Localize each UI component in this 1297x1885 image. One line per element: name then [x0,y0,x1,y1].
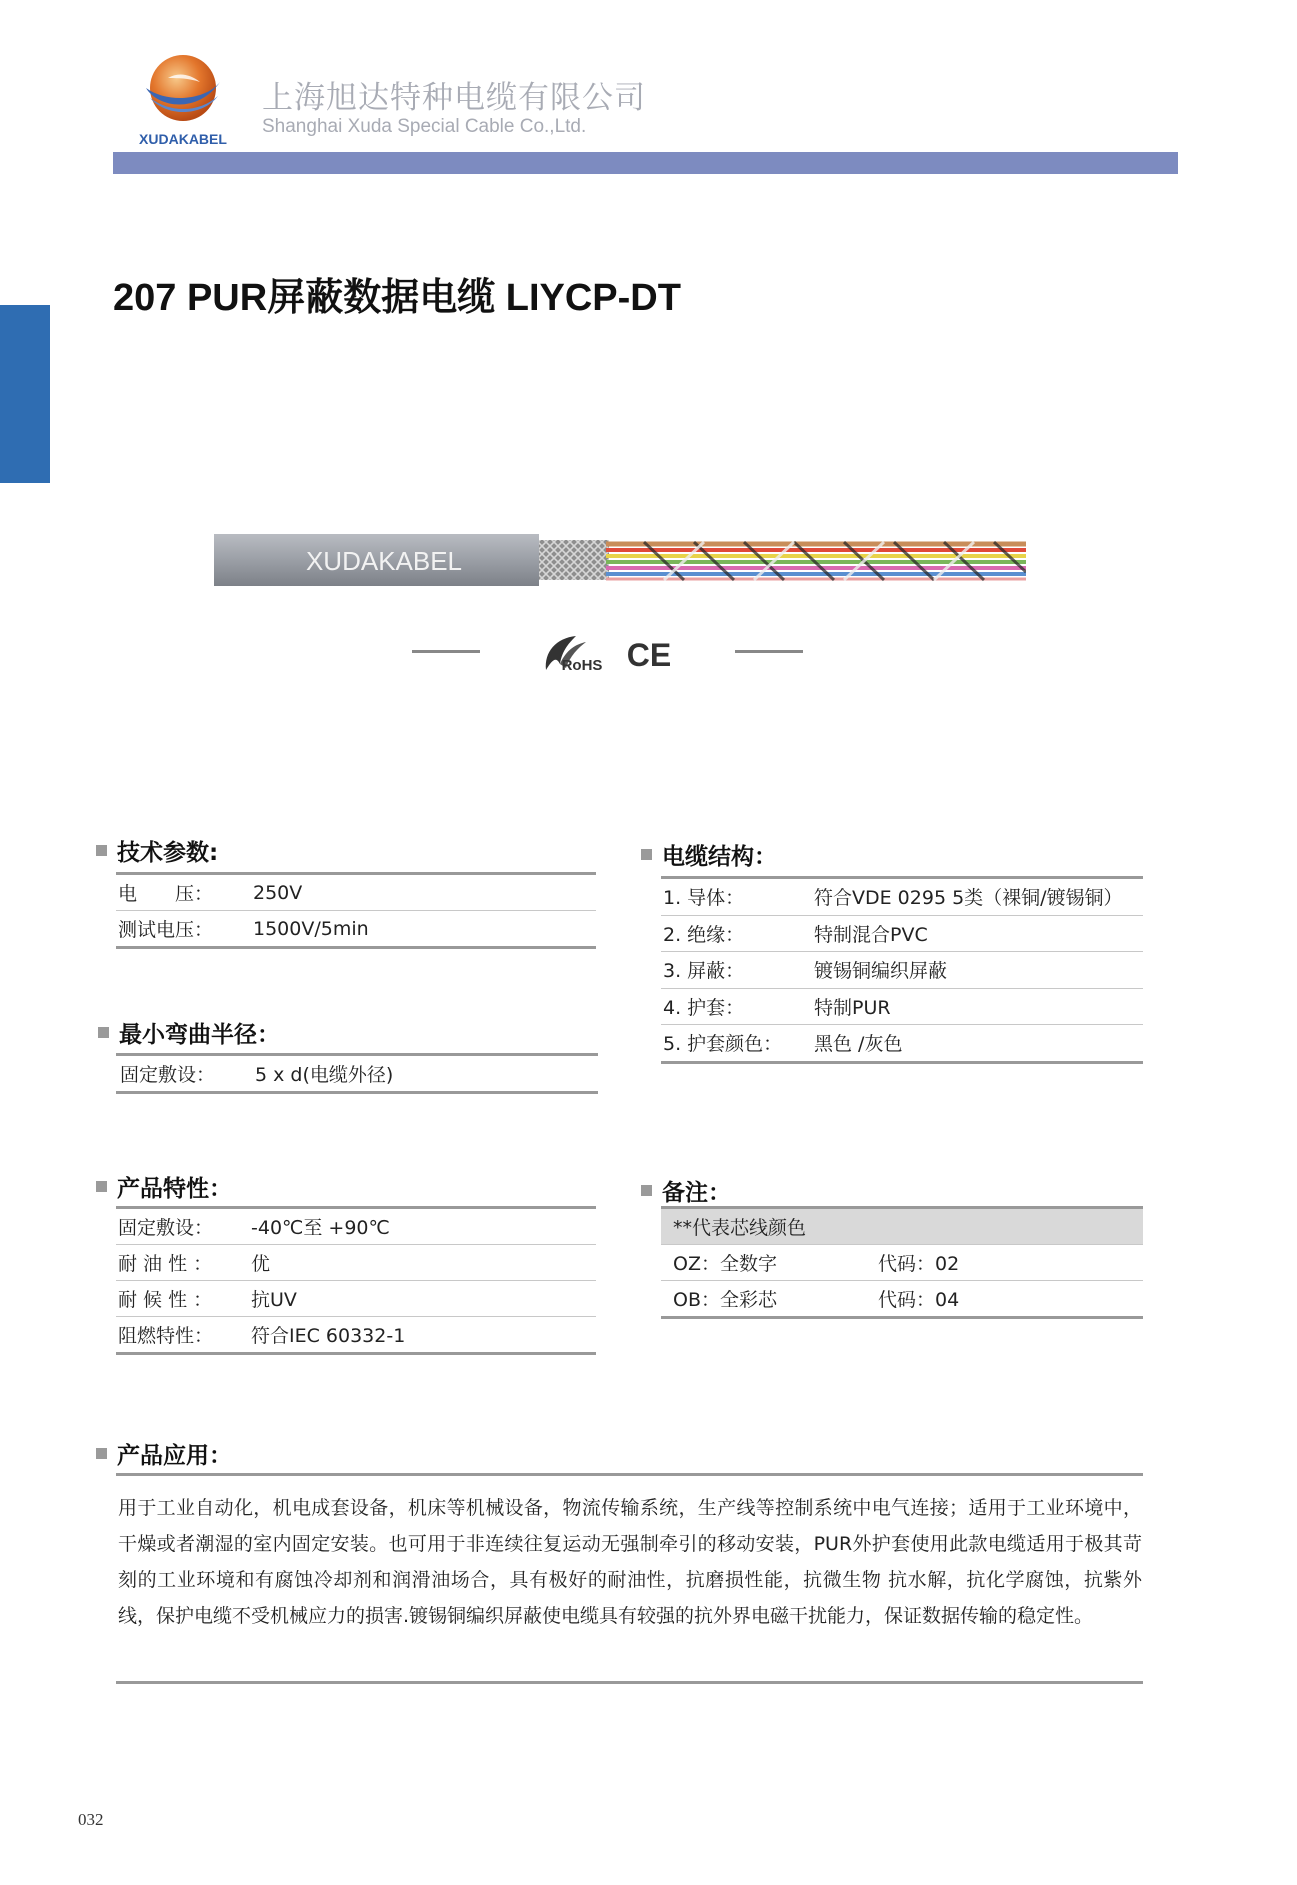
section-title: 最小弯曲半径： [119,1022,280,1048]
application-rule-bottom [116,1681,1143,1684]
row-value: 250V [253,881,303,904]
tech-params-table [116,872,596,949]
section-title: 产品特性： [117,1176,232,1202]
row-value: 优 [251,1253,271,1275]
row-value: 镀锡铜编织屏蔽 [814,960,948,983]
row-value: 1500V/5min [253,917,369,940]
bullet-square-icon [98,1027,109,1038]
bend-radius-table [116,1053,598,1094]
row-value: 符合VDE 0295 5类（裸铜/镀锡铜） [814,887,1123,910]
section-structure-heading [641,838,777,871]
section-title: 产品应用： [117,1443,232,1469]
rohs-logo [540,630,606,676]
row-value: 抗UV [251,1289,297,1311]
section-application-heading [96,1437,232,1470]
row-label: 阻燃特性： [118,1325,214,1347]
table-row [661,1281,1143,1316]
bullet-square-icon [641,1185,652,1196]
bullet-square-icon [96,1181,107,1192]
notes-header-text: **代表芯线颜色 [673,1217,807,1239]
table-header-row [661,1209,1143,1245]
table-row [661,1245,1143,1281]
section-title: 备注： [662,1180,731,1206]
row-label: 耐 油 性 ： [118,1253,213,1275]
row-label: 2. 绝缘： [663,923,745,946]
bullet-square-icon [641,849,652,860]
row-value: 5 x d(电缆外径) [255,1064,394,1086]
ce-text: CE [626,637,672,672]
notes-table [661,1206,1143,1319]
row-label: 4. 护套： [663,996,745,1019]
application-rule-top [116,1473,1143,1476]
company-logo [128,48,238,148]
divider-left [412,650,480,653]
section-tech-params-heading [96,834,218,867]
row-value: 代码：02 [878,1253,960,1275]
ce-mark [624,636,674,672]
row-value: 特制PUR [814,996,891,1019]
row-label: 固定敷设： [118,1217,214,1239]
table-row [116,911,596,946]
table-row [116,1245,596,1281]
row-label: 3. 屏蔽： [663,960,745,983]
row-label: 固定敷设： [120,1064,216,1086]
row-value: 黑色 /灰色 [814,1033,903,1056]
company-name-cn: 上海旭达特种电缆有限公司 [262,80,646,116]
application-body: 用于工业自动化，机电成套设备，机床等机械设备，物流传输系统，生产线等控制系统中电气连接；适用于工业环境中，干燥或者潮湿的室内固定安装。也可用于非连续往复运动无强制牵引的移动安装，PUR外护套使用此款电缆适用于极其苛刻的工业环境和有腐蚀冷却剂和润滑油场合，具有极好的耐油性，抗磨损性能，抗微生物 抗水解，抗化学腐蚀，抗紫外线，保护电缆不受机械应力的损害.镀锡铜编织屏蔽使电缆具有较强的抗外界电磁干扰能力，保证数据传输的稳定性。 [118,1497,1142,1627]
section-bend-radius-heading [98,1016,280,1049]
row-value: -40℃至 +90℃ [251,1217,390,1239]
bullet-square-icon [96,845,107,856]
structure-table [661,876,1143,1064]
row-label: 测试电压： [118,919,214,941]
cable-image [214,530,1026,590]
section-title: 电缆结构： [662,844,777,870]
row-label: 电 压： [118,883,214,905]
cable-jacket-text: XUDAKABEL [305,546,463,576]
row-label: 1. 导体： [663,887,745,910]
row-label: 耐 候 性 ： [118,1289,213,1311]
section-title: 技术参数: [117,840,219,866]
table-row [661,989,1143,1026]
table-row [661,1025,1143,1061]
page-title: 207 PUR屏蔽数据电缆 LIYCP-DT [113,277,681,319]
row-label: 5. 护套颜色： [663,1033,783,1056]
header-bar [113,152,1178,174]
features-table [116,1206,596,1355]
section-features-heading [96,1170,232,1203]
table-row [661,916,1143,953]
table-row [661,879,1143,916]
page-number: 032 [78,1810,104,1829]
section-notes-heading [641,1174,731,1207]
table-row [116,875,596,911]
table-row [116,1317,596,1352]
row-value: 符合IEC 60332-1 [251,1325,406,1347]
bullet-square-icon [96,1448,107,1459]
company-name-en: Shanghai Xuda Special Cable Co.,Ltd. [262,116,587,137]
row-value: 代码：04 [878,1289,960,1311]
table-row [661,952,1143,989]
side-tab [0,305,50,483]
divider-right [735,650,803,653]
table-row [116,1056,598,1091]
row-label: OZ：全数字 [673,1253,777,1275]
rohs-text: RoHS [561,657,603,674]
row-value: 特制混合PVC [814,923,928,946]
row-label: OB：全彩芯 [673,1289,777,1311]
table-row [116,1281,596,1317]
table-row [116,1209,596,1245]
logo-text: XUDAKABEL [139,131,227,147]
